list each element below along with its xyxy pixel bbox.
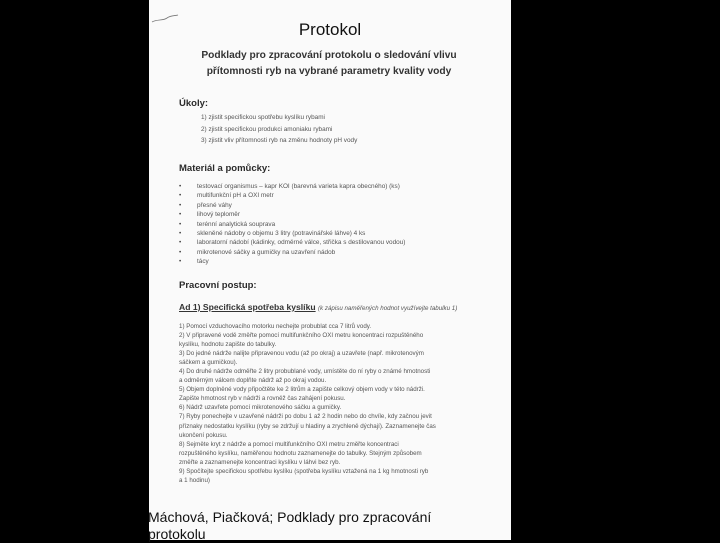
ad1-heading — [179, 302, 457, 312]
slide-caption — [148, 509, 431, 543]
tasks-heading: Úkoly: — [179, 98, 209, 109]
caption-line2: protokolu — [148, 526, 206, 542]
material-item: • testovací organismus – kapr KOI (barevná varieta kapra obecného) (ks) — [177, 182, 405, 191]
step-line: a 1 hodinu) — [179, 476, 210, 484]
document-title-line2: přítomnosti ryb na vybrané parametry kvality vody — [206, 66, 452, 77]
procedure-heading: Pracovní postup: — [179, 280, 257, 291]
material-item: • přesné váhy — [177, 201, 405, 210]
slide-title: Protokol — [298, 20, 362, 39]
step-line: příznaky nedostatku kyslíku (ryby se zdržují u hladiny a zrychleně dýchají). Zaznamenejte čas — [179, 422, 436, 430]
material-item: • lihový teploměr — [177, 210, 405, 219]
step-line: sáčkem a gumičkou). — [179, 359, 238, 367]
step-line: Zapište hmotnost ryb v nádrži a rovněž čas zahájení pokusu. — [179, 395, 346, 403]
document-title-line1: Podklady pro zpracování protokolu o sledování vlivu — [201, 50, 457, 61]
step-line: rozpuštěného kyslíku, naměřenou hodnotu zaznamenejte do tabulky. Stejným způsobem — [179, 449, 422, 457]
material-item: • mikrotenové sáčky a gumičky na uzavření nádob — [177, 248, 405, 257]
step-line: změřte a zaznamenejte koncentraci kyslíku v láhvi bez ryb. — [179, 458, 341, 466]
step-line: 9) Spočítejte specifickou spotřebu kyslíku (spotřeba kyslíku vztažená na 1 kg hmotnosti ryb — [179, 467, 429, 475]
document-page — [149, 0, 511, 540]
step-line: 4) Do druhé nádrže odměřte 2 litry probublané vody, umístěte do ní ryby o známé hmotnosti — [179, 368, 431, 376]
materials-list — [177, 182, 405, 267]
material-item: • tácy — [177, 257, 405, 266]
ad1-note: (k zápisu naměřených hodnot využívejte tabulku 1) — [318, 305, 458, 312]
step-line: 7) Ryby ponechejte v uzavřené nádrži po dobu 1 až 2 hodin nebo do chvíle, kdy začnou jevit — [179, 413, 432, 421]
step-line: 3) Do jedné nádrže nalijte připravenou vodu (až po okraj) a uzavřete (např. mikrotenovým — [179, 350, 424, 358]
step-line: kyslíku, hodnotu zapište do tabulky. — [179, 341, 277, 349]
step-line: 5) Objem doplněné vody připočtěte ke 2 litrům a zapište celkový objem vody v této nádrži. — [179, 386, 425, 394]
step-line: 2) V připravené vodě změřte pomocí multifunkčního OXI metru koncentraci rozpuštěného — [179, 332, 424, 340]
step-line: 6) Nádrž uzavřete pomocí mikrotenového sáčku a gumičky. — [179, 404, 342, 412]
step-line: 8) Sejměte kryt z nádrže a pomocí multifunkčního OXI metru změřte koncentraci — [179, 440, 399, 448]
material-item: • skleněné nádoby o objemu 3 litry (potravinářské láhve) 4 ks — [177, 229, 405, 238]
materials-heading: Materiál a pomůcky: — [179, 163, 271, 174]
task-item-3: 3) zjistit vliv přítomnosti ryb na změnu hodnoty pH vody — [201, 137, 358, 144]
task-item-1: 1) zjistit specifickou spotřebu kyslíku rybami — [201, 114, 325, 121]
step-line: 1) Pomocí vzduchovacího motorku nechejte probublat cca 7 litrů vody. — [179, 323, 372, 330]
caption-line1: Máchová, Piačková; Podklady pro zpracování — [148, 509, 432, 525]
material-item: • terénní analytická souprava — [177, 220, 405, 229]
task-item-2: 2) zjistit specifickou produkci amoniaku rybami — [201, 126, 333, 133]
step-line: ukončení pokusu. — [179, 431, 228, 439]
procedure-steps — [179, 322, 479, 485]
document-title — [179, 48, 479, 80]
ad1-title: Ad 1) Specifická spotřeba kyslíku — [179, 302, 316, 312]
step-line: a odměrným válcem doplňte nádrž až po okraj vodou. — [179, 377, 327, 385]
material-item: • multifunkční pH a OXI metr — [177, 191, 405, 200]
material-item: • laboratorní nádobí (kádinky, odměrné válce, střička s destilovanou vodou) — [177, 238, 405, 247]
